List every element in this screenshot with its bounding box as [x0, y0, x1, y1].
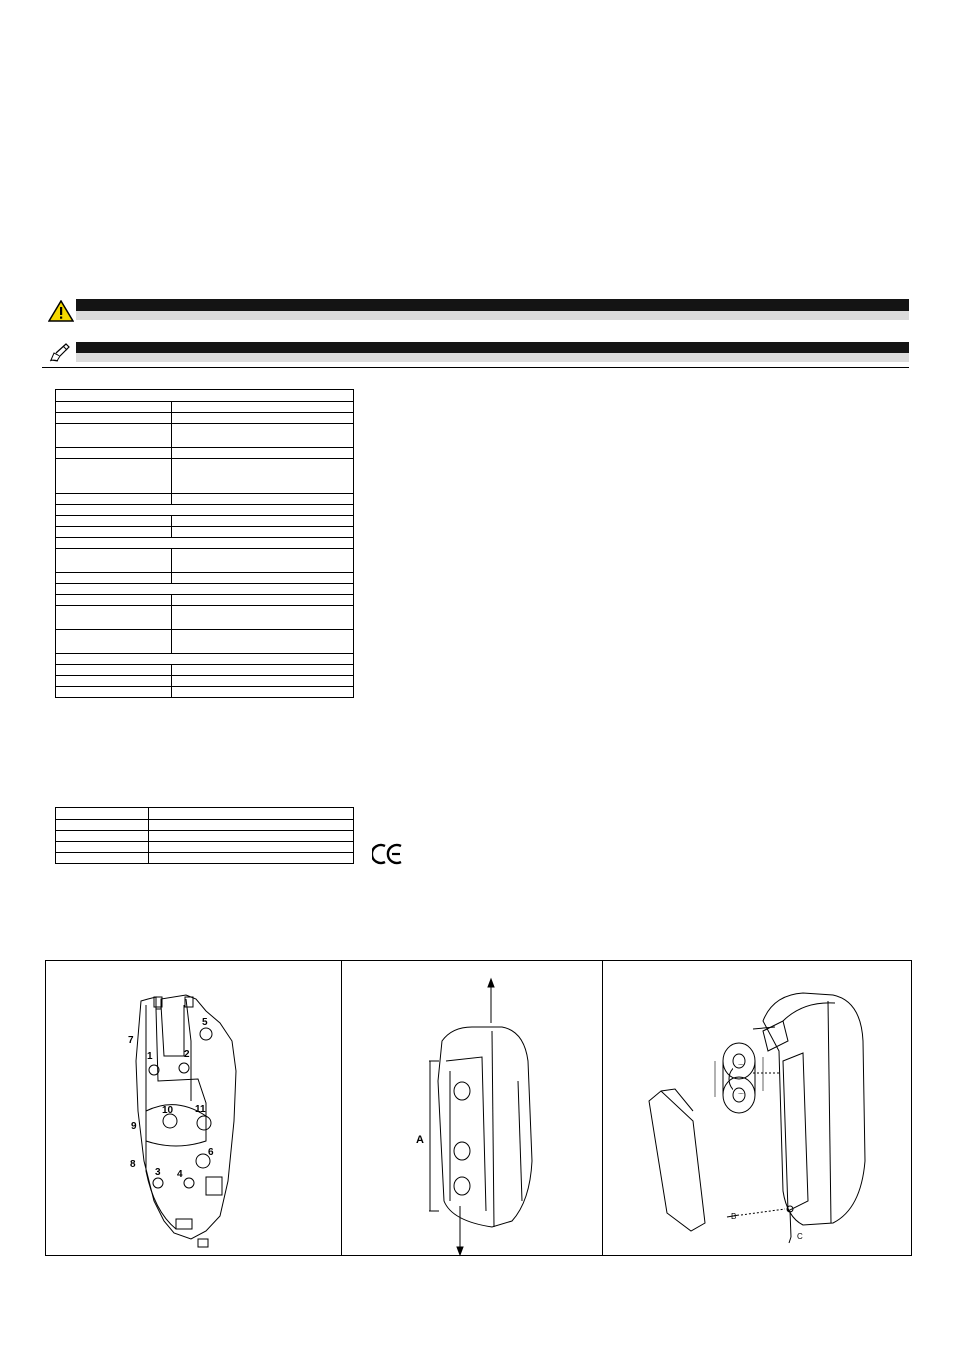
callout-1: 1 — [147, 1051, 153, 1062]
callout-3: 3 — [155, 1167, 161, 1178]
table-row — [56, 595, 354, 606]
table-row — [56, 676, 354, 687]
callout-4: 4 — [177, 1169, 183, 1180]
table-row — [56, 654, 354, 665]
callout-10: 10 — [162, 1105, 174, 1116]
note-content-band — [76, 353, 909, 362]
warning-header-bar — [76, 299, 909, 311]
figure-side-view — [341, 960, 603, 1256]
table-row — [56, 448, 354, 459]
warning-content-band — [76, 311, 909, 320]
table-row — [56, 584, 354, 595]
specifications-table — [55, 389, 354, 698]
table-row — [56, 573, 354, 584]
table-row — [56, 842, 354, 853]
callout-7: 7 — [128, 1035, 134, 1046]
table-row — [56, 390, 354, 402]
note-header-bar — [76, 342, 909, 353]
table-row — [56, 527, 354, 538]
figure-battery-replacement — [602, 960, 912, 1256]
screw-label-c: C — [797, 1232, 803, 1241]
table-row — [56, 665, 354, 676]
table-row — [56, 494, 354, 505]
dimension-label-a: A — [416, 1134, 424, 1146]
table-row — [56, 831, 354, 842]
screw-label-b: B — [731, 1212, 737, 1221]
callout-9: 9 — [131, 1121, 137, 1132]
table-row — [56, 505, 354, 516]
section-divider — [42, 367, 909, 368]
compatibility-table — [55, 807, 354, 864]
table-row — [56, 402, 354, 413]
table-row — [56, 413, 354, 424]
table-row — [56, 630, 354, 654]
figure-back-plate — [45, 960, 342, 1256]
callout-6: 6 — [208, 1147, 214, 1158]
ce-mark-icon — [372, 843, 404, 865]
callout-2: 2 — [184, 1049, 190, 1060]
table-row — [56, 459, 354, 494]
table-row — [56, 808, 354, 820]
table-row — [56, 549, 354, 573]
table-row — [56, 538, 354, 549]
table-row — [56, 516, 354, 527]
table-row — [56, 424, 354, 448]
table-row — [56, 853, 354, 864]
note-pen-icon — [48, 341, 72, 363]
callout-11: 11 — [195, 1104, 206, 1115]
table-row — [56, 820, 354, 831]
callout-8: 8 — [130, 1159, 136, 1170]
table-row — [56, 687, 354, 698]
callout-5: 5 — [202, 1017, 208, 1028]
table-row — [56, 606, 354, 630]
warning-icon — [48, 300, 74, 322]
